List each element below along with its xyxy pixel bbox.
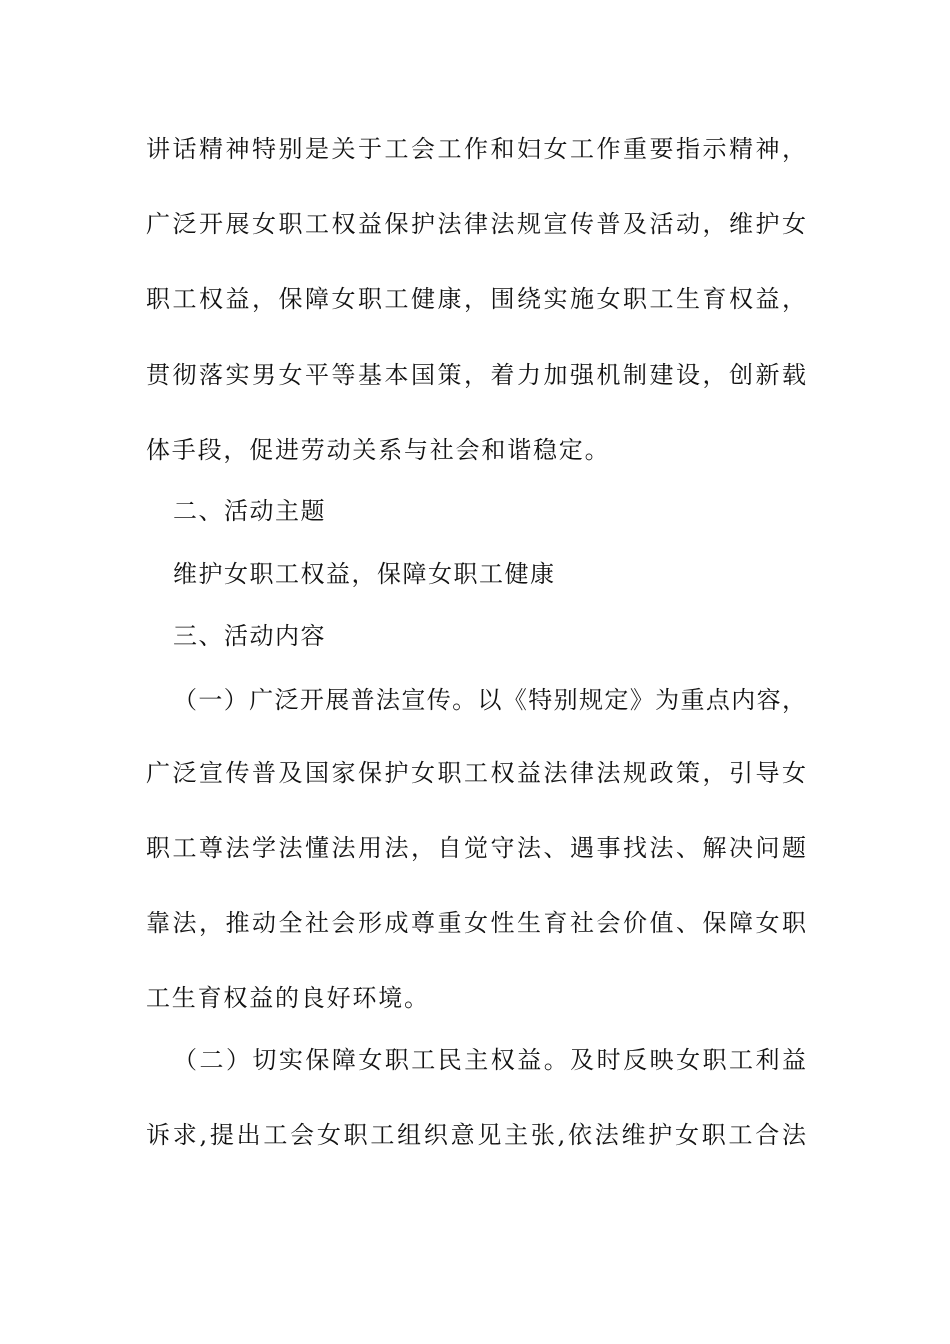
- paragraph-line-4: 贯彻落实男女平等基本国策，着力加强机制建设，创新载: [146, 361, 806, 389]
- paragraph-line-1: 讲话精神特别是关于工会工作和妇女工作重要指示精神，: [146, 135, 806, 163]
- section-heading-theme: 二、活动主题: [173, 497, 326, 525]
- item-1-line-5: 工生育权益的良好环境。: [146, 984, 430, 1012]
- section-heading-content: 三、活动内容: [173, 622, 326, 650]
- paragraph-line-3: 职工权益，保障女职工健康，围绕实施女职工生育权益，: [146, 285, 806, 313]
- item-1-line-4: 靠法，推动全社会形成尊重女性生育社会价值、保障女职: [146, 909, 806, 937]
- item-2-line-1: （二）切实保障女职工民主权益。及时反映女职工利益: [173, 1046, 806, 1074]
- paragraph-line-2: 广泛开展女职工权益保护法律法规宣传普及活动，维护女: [146, 210, 806, 238]
- paragraph-line-5: 体手段，促进劳动关系与社会和谐稳定。: [146, 436, 611, 464]
- item-1-line-1: （一）广泛开展普法宣传。以《特别规定》为重点内容，: [173, 686, 806, 714]
- item-1-line-3: 职工尊法学法懂法用法，自觉守法、遇事找法、解决问题: [146, 834, 806, 862]
- theme-text: 维护女职工权益，保障女职工健康: [173, 560, 556, 588]
- item-1-line-2: 广泛宣传普及国家保护女职工权益法律法规政策，引导女: [146, 759, 806, 787]
- item-2-line-2: 诉求,提出工会女职工组织意见主张,依法维护女职工合法: [146, 1121, 806, 1149]
